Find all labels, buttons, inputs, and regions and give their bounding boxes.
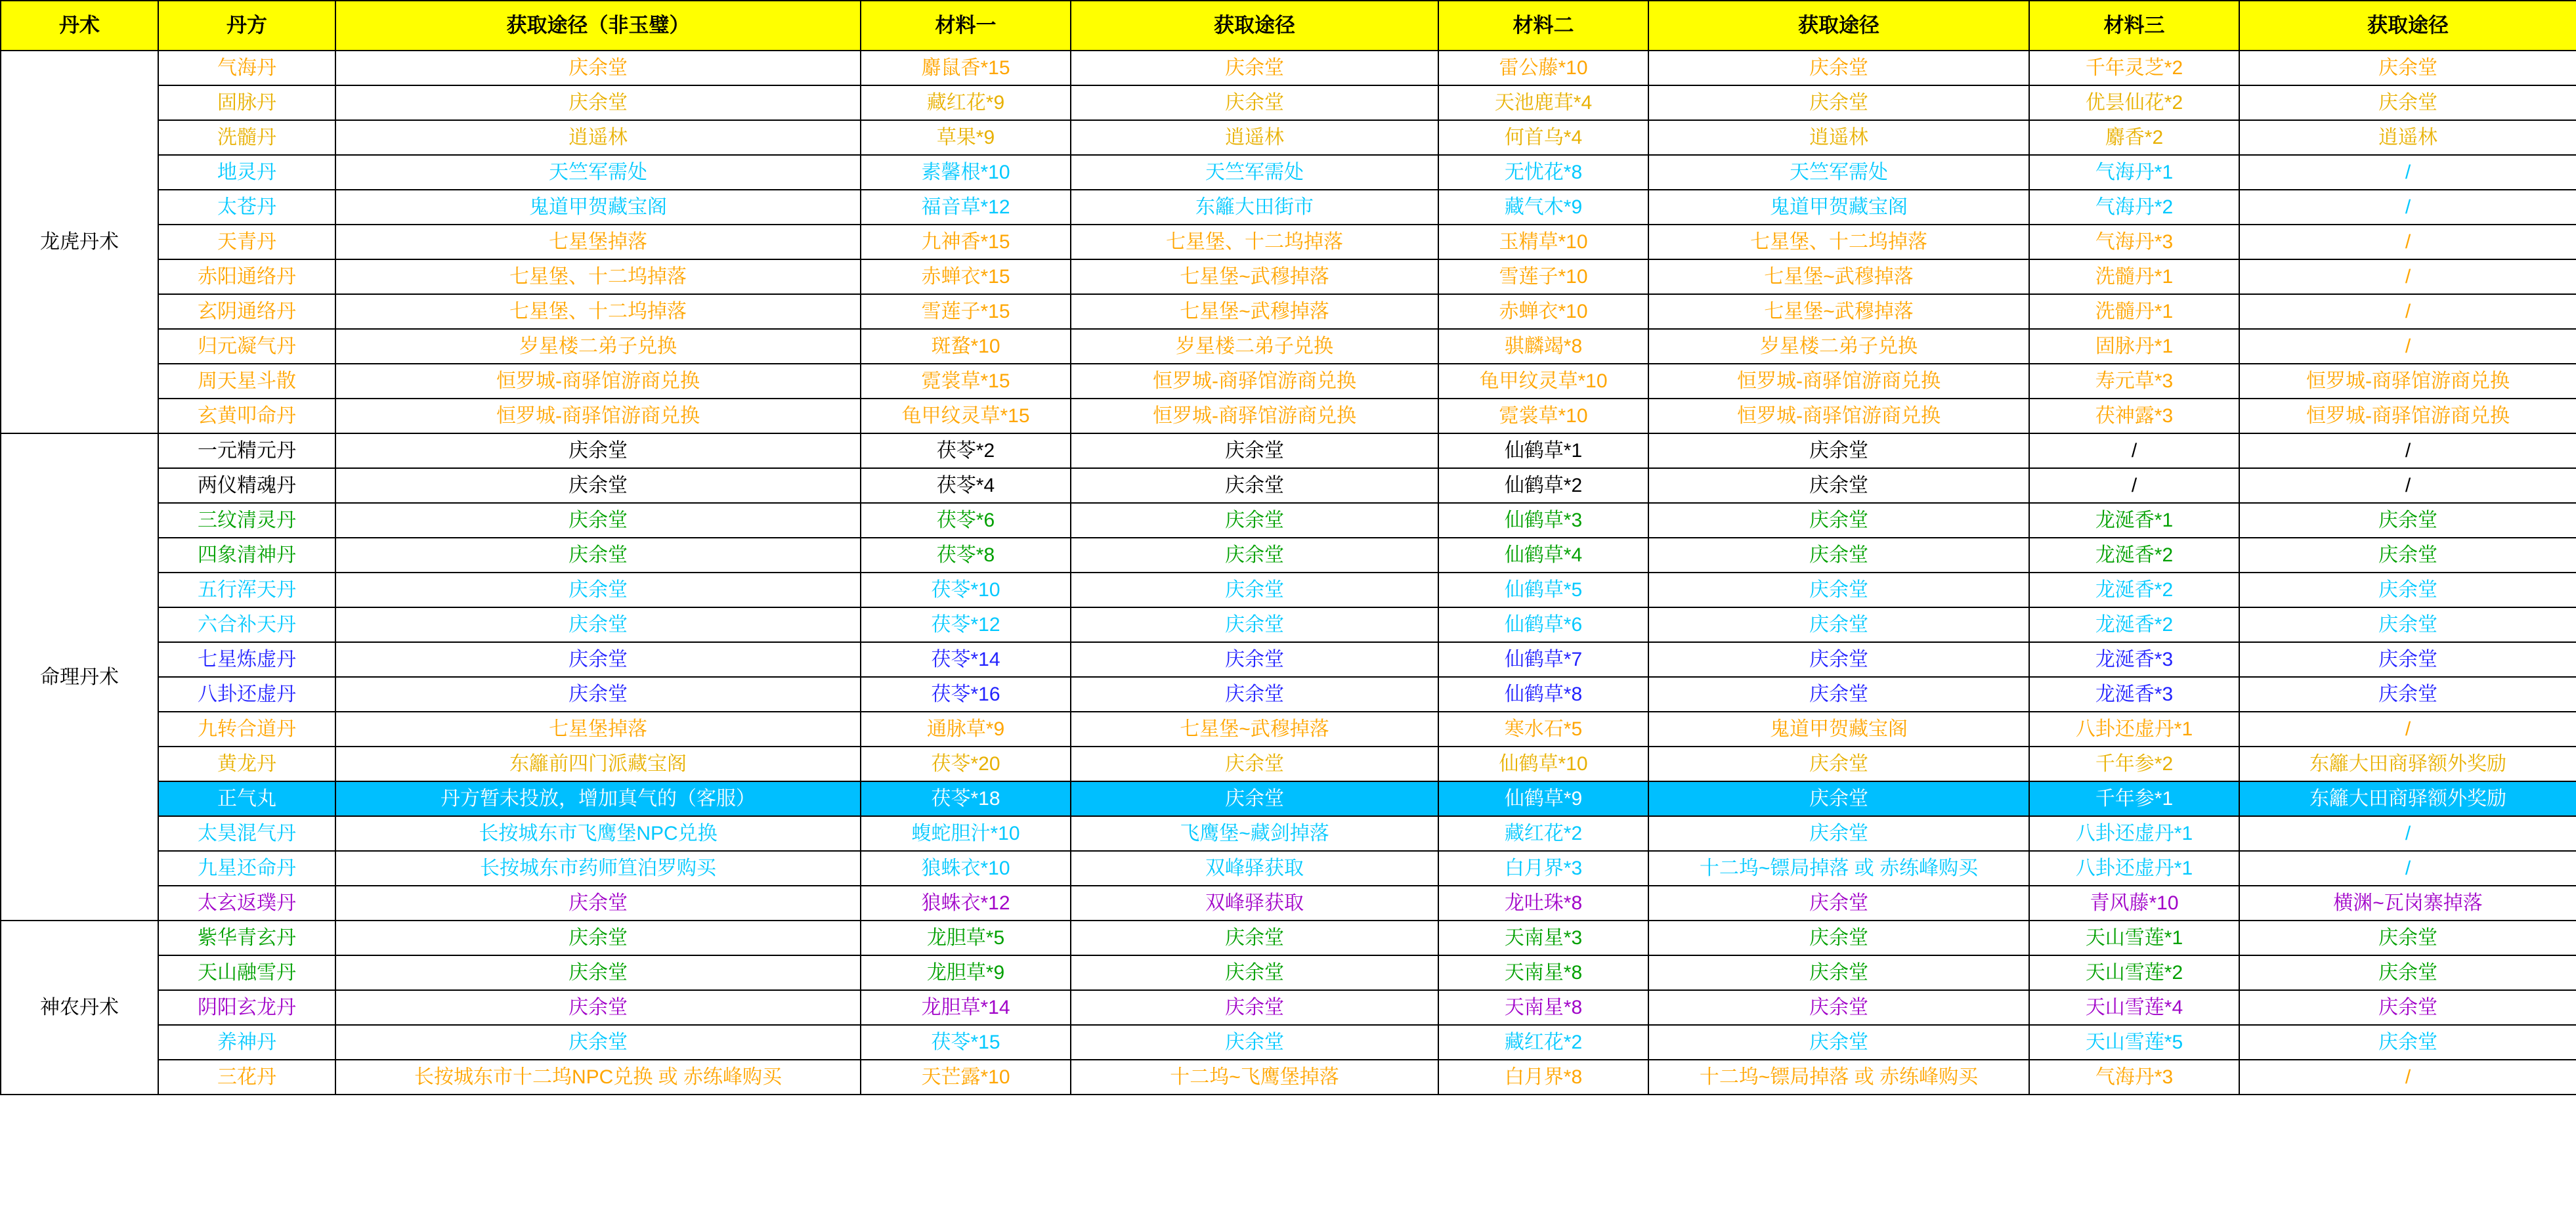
recipe-name: 一元精元丹 (158, 433, 335, 468)
material-1-source: 庆余堂 (1071, 51, 1438, 85)
recipe-name: 九星还命丹 (158, 851, 335, 886)
material-1-source: 东籬大田街市 (1071, 190, 1438, 225)
material-1-source: 恒罗城-商驿馆游商兑换 (1071, 399, 1438, 433)
material-2-source: 七星堡~武穆掉落 (1648, 294, 2029, 329)
material-3-source: 恒罗城-商驿馆游商兑换 (2239, 364, 2576, 399)
material-2-source: 庆余堂 (1648, 538, 2029, 573)
material-1: 霓裳草*15 (861, 364, 1071, 399)
material-1: 茯苓*15 (861, 1025, 1071, 1060)
material-2: 仙鹤草*10 (1438, 747, 1648, 781)
material-2-source: 恒罗城-商驿馆游商兑换 (1648, 399, 2029, 433)
material-3: 天山雪莲*2 (2029, 955, 2239, 990)
material-2: 藏气木*9 (1438, 190, 1648, 225)
material-3-source: 庆余堂 (2239, 85, 2576, 120)
material-2-source: 庆余堂 (1648, 677, 2029, 712)
material-1: 蝮蛇胆汁*10 (861, 816, 1071, 851)
recipe-name: 洗髓丹 (158, 120, 335, 155)
material-3: 八卦还虚丹*1 (2029, 816, 2239, 851)
material-3: 优昙仙花*2 (2029, 85, 2239, 120)
material-1-source: 庆余堂 (1071, 503, 1438, 538)
material-2-source: 庆余堂 (1648, 747, 2029, 781)
material-2-source: 庆余堂 (1648, 503, 2029, 538)
recipe-source: 庆余堂 (335, 468, 861, 503)
recipe-source: 庆余堂 (335, 886, 861, 921)
material-2-source: 庆余堂 (1648, 433, 2029, 468)
material-2: 天池鹿茸*4 (1438, 85, 1648, 120)
material-2: 天南星*8 (1438, 990, 1648, 1025)
table-row (1, 677, 2576, 712)
recipe-source: 庆余堂 (335, 1025, 861, 1060)
material-3-source: 庆余堂 (2239, 642, 2576, 677)
material-3-source: 庆余堂 (2239, 538, 2576, 573)
material-2: 白月界*8 (1438, 1060, 1648, 1095)
material-2: 仙鹤草*1 (1438, 433, 1648, 468)
recipe-source: 长按城东市飞鹰堡NPC兑换 (335, 816, 861, 851)
material-2-source: 庆余堂 (1648, 781, 2029, 816)
column-header-material-3: 材料三 (2029, 1, 2239, 51)
material-1-source: 庆余堂 (1071, 607, 1438, 642)
recipe-name: 三纹清灵丹 (158, 503, 335, 538)
material-2: 仙鹤草*6 (1438, 607, 1648, 642)
material-3-source: 东籬大田商驿额外奖励 (2239, 747, 2576, 781)
recipe-name: 正气丸 (158, 781, 335, 816)
material-2-source: 鬼道甲贺藏宝阁 (1648, 712, 2029, 747)
recipe-name: 两仪精魂丹 (158, 468, 335, 503)
recipe-name: 九转合道丹 (158, 712, 335, 747)
material-1-source: 庆余堂 (1071, 642, 1438, 677)
material-3: 天山雪莲*1 (2029, 921, 2239, 955)
material-3: 千年参*2 (2029, 747, 2239, 781)
material-3-source: 逍遥林 (2239, 120, 2576, 155)
column-header-art: 丹术 (1, 1, 158, 51)
recipe-source: 岁星楼二弟子兑换 (335, 329, 861, 364)
material-1: 斑蝥*10 (861, 329, 1071, 364)
material-2-source: 十二坞~镖局掉落 或 赤练峰购买 (1648, 1060, 2029, 1095)
material-2: 天南星*8 (1438, 955, 1648, 990)
table-header (1, 1, 2576, 51)
recipe-source: 庆余堂 (335, 538, 861, 573)
material-1-source: 双峰驿获取 (1071, 886, 1438, 921)
table-row (1, 190, 2576, 225)
material-1-source: 七星堡~武穆掉落 (1071, 259, 1438, 294)
material-2-source: 庆余堂 (1648, 1025, 2029, 1060)
recipe-name: 天山融雪丹 (158, 955, 335, 990)
table-row (1, 607, 2576, 642)
table-row (1, 990, 2576, 1025)
recipe-source: 庆余堂 (335, 51, 861, 85)
material-3-source: / (2239, 712, 2576, 747)
material-3-source: / (2239, 851, 2576, 886)
material-1-source: 七星堡~武穆掉落 (1071, 712, 1438, 747)
material-2-source: 鬼道甲贺藏宝阁 (1648, 190, 2029, 225)
material-2-source: 庆余堂 (1648, 816, 2029, 851)
material-3: 龙涎香*2 (2029, 573, 2239, 607)
column-header-recipe: 丹方 (158, 1, 335, 51)
material-1: 茯苓*18 (861, 781, 1071, 816)
material-1: 茯苓*6 (861, 503, 1071, 538)
material-3: 八卦还虚丹*1 (2029, 851, 2239, 886)
table-row (1, 259, 2576, 294)
recipe-name: 八卦还虚丹 (158, 677, 335, 712)
table-row (1, 364, 2576, 399)
column-header-material-2-source: 获取途径 (1648, 1, 2029, 51)
material-2: 雷公藤*10 (1438, 51, 1648, 85)
material-3-source: / (2239, 1060, 2576, 1095)
material-3: 龙涎香*3 (2029, 677, 2239, 712)
material-1: 九神香*15 (861, 225, 1071, 259)
material-3-source: / (2239, 155, 2576, 190)
material-2: 骐麟竭*8 (1438, 329, 1648, 364)
material-1: 狼蛛衣*10 (861, 851, 1071, 886)
recipe-name: 地灵丹 (158, 155, 335, 190)
material-1: 龙胆草*9 (861, 955, 1071, 990)
material-2-source: 庆余堂 (1648, 990, 2029, 1025)
column-header-material-1: 材料一 (861, 1, 1071, 51)
recipe-name: 四象清神丹 (158, 538, 335, 573)
material-2: 仙鹤草*7 (1438, 642, 1648, 677)
material-2-source: 庆余堂 (1648, 607, 2029, 642)
material-3-source: 庆余堂 (2239, 990, 2576, 1025)
material-3-source: 恒罗城-商驿馆游商兑换 (2239, 399, 2576, 433)
material-1: 通脉草*9 (861, 712, 1071, 747)
material-1: 茯苓*20 (861, 747, 1071, 781)
recipe-source: 长按城东市药师笪泊罗购买 (335, 851, 861, 886)
material-2-source: 庆余堂 (1648, 573, 2029, 607)
material-1: 狼蛛衣*12 (861, 886, 1071, 921)
material-3: 千年灵芝*2 (2029, 51, 2239, 85)
material-1: 藏红花*9 (861, 85, 1071, 120)
material-3: 洗髓丹*1 (2029, 259, 2239, 294)
recipe-source: 丹方暂未投放，增加真气的（客服） (335, 781, 861, 816)
material-1: 茯苓*8 (861, 538, 1071, 573)
material-2: 赤蝉衣*10 (1438, 294, 1648, 329)
recipe-source: 庆余堂 (335, 990, 861, 1025)
table-row (1, 538, 2576, 573)
material-3: 龙涎香*1 (2029, 503, 2239, 538)
material-3-source: 庆余堂 (2239, 51, 2576, 85)
material-2: 白月界*3 (1438, 851, 1648, 886)
material-3-source: / (2239, 190, 2576, 225)
material-2: 雪莲子*10 (1438, 259, 1648, 294)
material-1-source: 庆余堂 (1071, 573, 1438, 607)
material-3-source: 庆余堂 (2239, 503, 2576, 538)
material-3-source: 东籬大田商驿额外奖励 (2239, 781, 2576, 816)
material-2-source: 庆余堂 (1648, 955, 2029, 990)
material-1: 茯苓*12 (861, 607, 1071, 642)
recipe-name: 阴阳玄龙丹 (158, 990, 335, 1025)
material-3: 青风藤*10 (2029, 886, 2239, 921)
material-3-source: 庆余堂 (2239, 607, 2576, 642)
table-row (1, 85, 2576, 120)
material-1-source: 天竺军需处 (1071, 155, 1438, 190)
recipe-source: 庆余堂 (335, 503, 861, 538)
recipe-source: 七星堡、十二坞掉落 (335, 259, 861, 294)
table-body (1, 51, 2576, 1095)
material-3: 天山雪莲*5 (2029, 1025, 2239, 1060)
material-2: 仙鹤草*4 (1438, 538, 1648, 573)
material-3: 气海丹*2 (2029, 190, 2239, 225)
material-2-source: 庆余堂 (1648, 886, 2029, 921)
recipe-source: 七星堡、十二坞掉落 (335, 294, 861, 329)
material-2-source: 庆余堂 (1648, 642, 2029, 677)
table-row (1, 642, 2576, 677)
recipe-name: 黄龙丹 (158, 747, 335, 781)
material-2-source: 七星堡~武穆掉落 (1648, 259, 2029, 294)
material-1-source: 逍遥林 (1071, 120, 1438, 155)
table-row (1, 51, 2576, 85)
material-2: 天南星*3 (1438, 921, 1648, 955)
material-1-source: 庆余堂 (1071, 990, 1438, 1025)
material-1-source: 恒罗城-商驿馆游商兑换 (1071, 364, 1438, 399)
material-2: 龟甲纹灵草*10 (1438, 364, 1648, 399)
recipe-name: 三花丹 (158, 1060, 335, 1095)
material-3: 茯神露*3 (2029, 399, 2239, 433)
material-1-source: 庆余堂 (1071, 468, 1438, 503)
recipe-source: 逍遥林 (335, 120, 861, 155)
table-row (1, 294, 2576, 329)
material-3-source: 庆余堂 (2239, 573, 2576, 607)
column-header-material-2: 材料二 (1438, 1, 1648, 51)
table-row (1, 468, 2576, 503)
material-3: 气海丹*1 (2029, 155, 2239, 190)
table-row (1, 851, 2576, 886)
material-1-source: 岁星楼二弟子兑换 (1071, 329, 1438, 364)
material-1: 素馨根*10 (861, 155, 1071, 190)
material-2-source: 七星堡、十二坞掉落 (1648, 225, 2029, 259)
recipe-name: 归元凝气丹 (158, 329, 335, 364)
material-2: 仙鹤草*5 (1438, 573, 1648, 607)
table-row (1, 1025, 2576, 1060)
recipe-source: 庆余堂 (335, 85, 861, 120)
material-2: 霓裳草*10 (1438, 399, 1648, 433)
recipe-source: 七星堡掉落 (335, 712, 861, 747)
material-2: 龙吐珠*8 (1438, 886, 1648, 921)
material-3: / (2029, 468, 2239, 503)
material-1: 龙胆草*14 (861, 990, 1071, 1025)
header-row (1, 1, 2576, 51)
material-1-source: 十二坞~飞鹰堡掉落 (1071, 1060, 1438, 1095)
group-label-0: 龙虎丹术 (1, 51, 158, 433)
column-header-material-3-source: 获取途径 (2239, 1, 2576, 51)
material-3: 寿元草*3 (2029, 364, 2239, 399)
material-3: 洗髓丹*1 (2029, 294, 2239, 329)
material-1-source: 庆余堂 (1071, 85, 1438, 120)
material-1: 龙胆草*5 (861, 921, 1071, 955)
material-3-source: / (2239, 816, 2576, 851)
table-row (1, 225, 2576, 259)
material-2: 仙鹤草*3 (1438, 503, 1648, 538)
material-1: 茯苓*16 (861, 677, 1071, 712)
material-2: 仙鹤草*8 (1438, 677, 1648, 712)
material-1: 天芒露*10 (861, 1060, 1071, 1095)
material-1: 赤蝉衣*15 (861, 259, 1071, 294)
recipe-source: 七星堡掉落 (335, 225, 861, 259)
table-row (1, 921, 2576, 955)
material-3-source: / (2239, 259, 2576, 294)
recipe-name: 周天星斗散 (158, 364, 335, 399)
material-2: 何首乌*4 (1438, 120, 1648, 155)
table-row (1, 747, 2576, 781)
material-1-source: 庆余堂 (1071, 1025, 1438, 1060)
column-header-material-1-source: 获取途径 (1071, 1, 1438, 51)
recipe-name: 养神丹 (158, 1025, 335, 1060)
material-3-source: / (2239, 468, 2576, 503)
recipe-source: 长按城东市十二坞NPC兑换 或 赤练峰购买 (335, 1060, 861, 1095)
material-3: 龙涎香*2 (2029, 607, 2239, 642)
material-2: 玉精草*10 (1438, 225, 1648, 259)
material-1: 茯苓*14 (861, 642, 1071, 677)
material-2: 仙鹤草*2 (1438, 468, 1648, 503)
material-3-source: 庆余堂 (2239, 1025, 2576, 1060)
recipe-source: 庆余堂 (335, 955, 861, 990)
recipe-source: 庆余堂 (335, 642, 861, 677)
recipe-name: 紫华青玄丹 (158, 921, 335, 955)
material-1-source: 七星堡、十二坞掉落 (1071, 225, 1438, 259)
material-3: 龙涎香*3 (2029, 642, 2239, 677)
material-1: 麝鼠香*15 (861, 51, 1071, 85)
material-1-source: 飞鹰堡~藏剑掉落 (1071, 816, 1438, 851)
material-2-source: 庆余堂 (1648, 468, 2029, 503)
material-3-source: / (2239, 433, 2576, 468)
material-3: 天山雪莲*4 (2029, 990, 2239, 1025)
table-row (1, 886, 2576, 921)
material-2-source: 逍遥林 (1648, 120, 2029, 155)
material-1-source: 庆余堂 (1071, 781, 1438, 816)
table-row (1, 1060, 2576, 1095)
recipe-name: 玄阴通络丹 (158, 294, 335, 329)
table-row (1, 712, 2576, 747)
material-1: 草果*9 (861, 120, 1071, 155)
material-1: 茯苓*4 (861, 468, 1071, 503)
recipe-source: 恒罗城-商驿馆游商兑换 (335, 364, 861, 399)
table-row (1, 433, 2576, 468)
recipe-source: 庆余堂 (335, 573, 861, 607)
recipe-source: 庆余堂 (335, 677, 861, 712)
material-2-source: 十二坞~镖局掉落 或 赤练峰购买 (1648, 851, 2029, 886)
material-3: 固脉丹*1 (2029, 329, 2239, 364)
recipe-name: 赤阳通络丹 (158, 259, 335, 294)
material-3-source: / (2239, 294, 2576, 329)
recipe-source: 庆余堂 (335, 433, 861, 468)
recipe-name: 太玄返璞丹 (158, 886, 335, 921)
recipe-source: 庆余堂 (335, 607, 861, 642)
material-2-source: 庆余堂 (1648, 921, 2029, 955)
material-3-source: 庆余堂 (2239, 921, 2576, 955)
material-1-source: 庆余堂 (1071, 747, 1438, 781)
material-2: 无忧花*8 (1438, 155, 1648, 190)
recipe-name: 七星炼虚丹 (158, 642, 335, 677)
recipe-source: 恒罗城-商驿馆游商兑换 (335, 399, 861, 433)
material-3-source: 庆余堂 (2239, 677, 2576, 712)
recipe-name: 六合补天丹 (158, 607, 335, 642)
material-2-source: 庆余堂 (1648, 51, 2029, 85)
material-2: 藏红花*2 (1438, 1025, 1648, 1060)
material-1-source: 庆余堂 (1071, 921, 1438, 955)
table-row (1, 399, 2576, 433)
table-row (1, 573, 2576, 607)
material-1-source: 庆余堂 (1071, 677, 1438, 712)
table-row (1, 503, 2576, 538)
recipe-source: 鬼道甲贺藏宝阁 (335, 190, 861, 225)
group-label-2: 神农丹术 (1, 921, 158, 1095)
material-3: 千年参*1 (2029, 781, 2239, 816)
material-3: 龙涎香*2 (2029, 538, 2239, 573)
material-3-source: / (2239, 225, 2576, 259)
material-3: 八卦还虚丹*1 (2029, 712, 2239, 747)
recipe-name: 太苍丹 (158, 190, 335, 225)
material-1-source: 庆余堂 (1071, 538, 1438, 573)
material-2-source: 岁星楼二弟子兑换 (1648, 329, 2029, 364)
material-2-source: 恒罗城-商驿馆游商兑换 (1648, 364, 2029, 399)
recipe-name: 天青丹 (158, 225, 335, 259)
group-label-1: 命理丹术 (1, 433, 158, 921)
recipe-name: 太昊混气丹 (158, 816, 335, 851)
recipe-source: 东籬前四门派藏宝阁 (335, 747, 861, 781)
material-3-source: 庆余堂 (2239, 955, 2576, 990)
column-header-recipe-source: 获取途径（非玉璧） (335, 1, 861, 51)
table-row (1, 781, 2576, 816)
material-2-source: 天竺军需处 (1648, 155, 2029, 190)
material-1-source: 双峰驿获取 (1071, 851, 1438, 886)
material-1: 龟甲纹灵草*15 (861, 399, 1071, 433)
material-2: 仙鹤草*9 (1438, 781, 1648, 816)
recipe-source: 庆余堂 (335, 921, 861, 955)
table-row (1, 955, 2576, 990)
material-1-source: 庆余堂 (1071, 955, 1438, 990)
material-2: 藏红花*2 (1438, 816, 1648, 851)
material-2: 寒水石*5 (1438, 712, 1648, 747)
material-1-source: 庆余堂 (1071, 433, 1438, 468)
recipe-name: 五行浑天丹 (158, 573, 335, 607)
table-row (1, 155, 2576, 190)
material-3: 气海丹*3 (2029, 225, 2239, 259)
material-1: 茯苓*10 (861, 573, 1071, 607)
material-1: 雪莲子*15 (861, 294, 1071, 329)
material-3-source: 横渊~瓦岗寨掉落 (2239, 886, 2576, 921)
recipe-name: 固脉丹 (158, 85, 335, 120)
material-1: 茯苓*2 (861, 433, 1071, 468)
recipe-name: 气海丹 (158, 51, 335, 85)
recipe-source: 天竺军需处 (335, 155, 861, 190)
material-3: 气海丹*3 (2029, 1060, 2239, 1095)
material-1-source: 七星堡~武穆掉落 (1071, 294, 1438, 329)
material-1: 福音草*12 (861, 190, 1071, 225)
recipe-name: 玄黄叩命丹 (158, 399, 335, 433)
table-row (1, 120, 2576, 155)
material-3: / (2029, 433, 2239, 468)
material-3: 麝香*2 (2029, 120, 2239, 155)
table-row (1, 329, 2576, 364)
table-row (1, 816, 2576, 851)
material-3-source: / (2239, 329, 2576, 364)
material-2-source: 庆余堂 (1648, 85, 2029, 120)
